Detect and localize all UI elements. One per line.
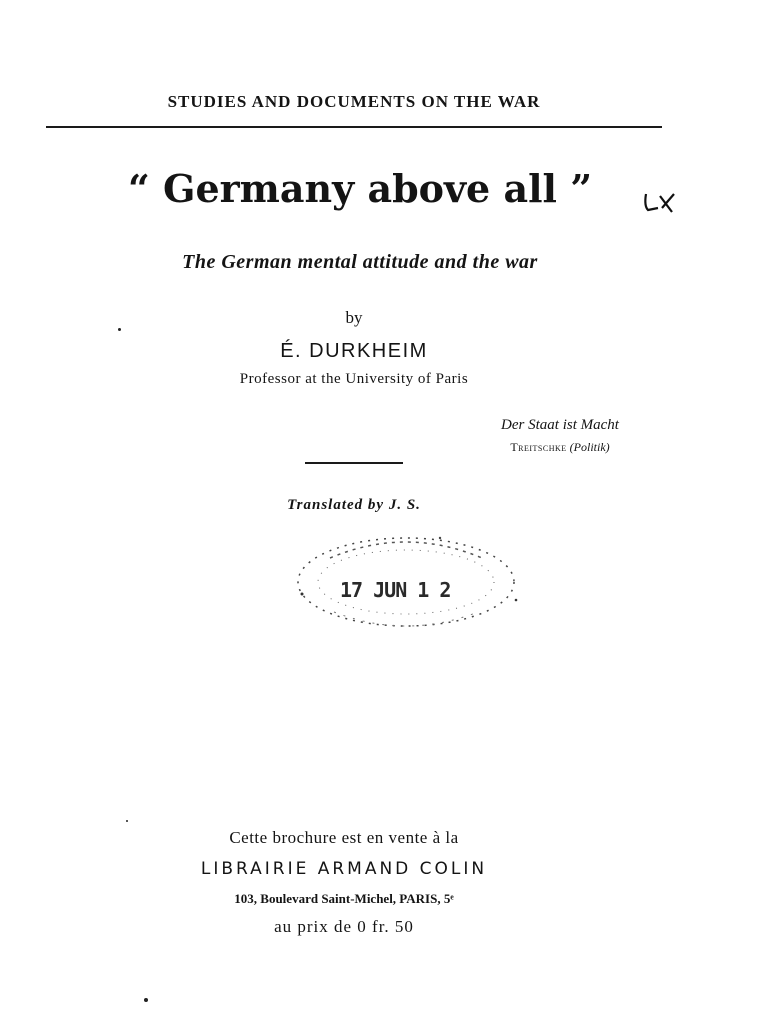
author-affiliation: Professor at the University of Paris (239, 371, 469, 387)
epigraph-source (430, 440, 690, 455)
handwritten-mark (640, 186, 690, 216)
print-speck (118, 328, 121, 331)
subtitle: The German mental attitude and the war (182, 251, 538, 273)
print-speck (126, 820, 128, 822)
epigraph-quote: Der Staat ist Macht (501, 417, 619, 433)
author-name: É. DURKHEIM (280, 340, 428, 362)
series-title: STUDIES AND DOCUMENTS ON THE WAR (167, 92, 541, 111)
by-line: by (345, 308, 363, 327)
page-title: “ Germany above all ” (127, 166, 593, 211)
price-line: au prix de 0 fr. 50 (274, 917, 414, 936)
top-rule-divider (46, 126, 662, 128)
middle-rule-divider (305, 462, 403, 464)
translator-credit: Translated by J. S. (287, 497, 421, 513)
sale-notice: Cette brochure est en vente à la (229, 828, 459, 847)
epigraph-source-author: Treitschke (510, 440, 567, 454)
print-speck (144, 998, 148, 1002)
epigraph-source-work: (Politik) (569, 440, 610, 454)
publisher-address: 103, Boulevard Saint-Michel, PARIS, 5ᵉ (234, 891, 454, 906)
stamp-date: 17 JUN 1 2 (340, 578, 451, 602)
publisher-name: LIBRAIRIE ARMAND COLIN (200, 859, 488, 879)
